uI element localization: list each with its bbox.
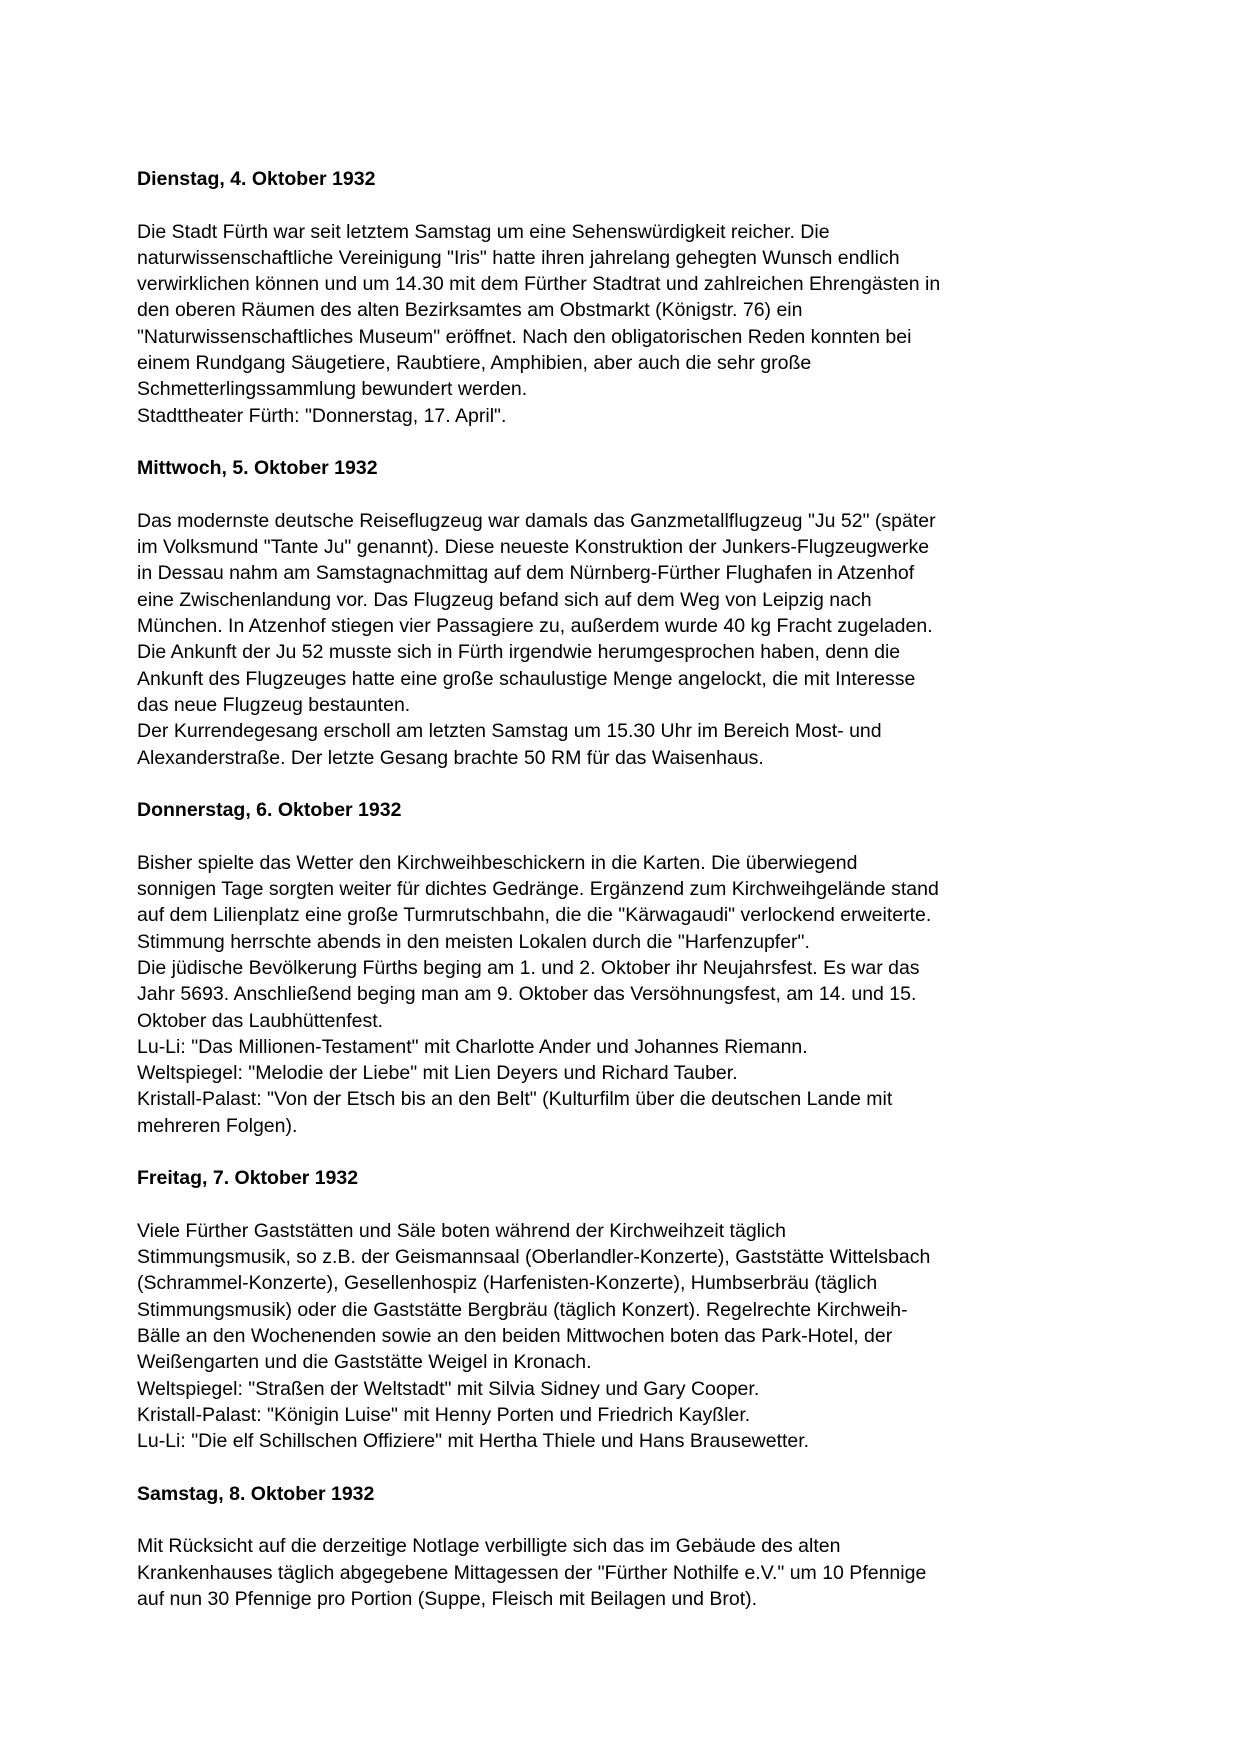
text-line: Mit Rücksicht auf die derzeitige Notlage verbilligte sich das im Gebäude des alten (137, 1535, 841, 1558)
date-section (137, 166, 1137, 429)
date-section (137, 1165, 1137, 1454)
text-line: Die Stadt Fürth war seit letztem Samstag um eine Sehenswürdigkeit reicher. Die (137, 220, 830, 243)
text-line: Viele Fürther Gaststätten und Säle boten während der Kirchweihzeit täglich (137, 1219, 786, 1242)
text-line: Stimmungsmusik, so z.B. der Geismannsaal (Oberlandler-Konzerte), Gaststätte Wittelsbach (137, 1246, 931, 1269)
text-line: Bälle an den Wochenenden sowie an den beiden Mittwochen boten das Park-Hotel, der (137, 1325, 893, 1348)
section-heading: Mittwoch, 5. Oktober 1932 (137, 457, 378, 480)
section-heading: Dienstag, 4. Oktober 1932 (137, 168, 376, 190)
text-line: Bisher spielte das Wetter den Kirchweihbeschickern in die Karten. Die überwiegend (137, 851, 858, 874)
text-line: Weißengarten und die Gaststätte Weigel in Kronach. (137, 1351, 592, 1374)
text-line: einem Rundgang Säugetiere, Raubtiere, Amphibien, aber auch die sehr große (137, 352, 812, 375)
text-line: (Schrammel-Konzerte), Gesellenhospiz (Harfenisten-Konzerte), Humbserbräu (täglich (137, 1272, 878, 1295)
text-line: Jahr 5693. Anschließend beging man am 9. Oktober das Versöhnungsfest, am 14. und 15. (137, 983, 917, 1006)
text-line: Weltspiegel: "Straßen der Weltstadt" mit Silvia Sidney und Gary Cooper. (137, 1377, 760, 1400)
text-line: verwirklichen können und um 14.30 mit dem Fürther Stadtrat und zahlreichen Ehrengästen in (137, 273, 941, 296)
date-section (137, 1481, 1137, 1612)
section-heading: Donnerstag, 6. Oktober 1932 (137, 799, 402, 822)
text-line: Die Ankunft der Ju 52 musste sich in Fürth irgendwie herumgesprochen haben, denn die (137, 641, 901, 664)
date-section (137, 797, 1137, 1139)
section-heading: Samstag, 8. Oktober 1932 (137, 1482, 375, 1505)
text-line: den oberen Räumen des alten Bezirksamtes am Obstmarkt (Königstr. 76) ein (137, 299, 803, 322)
text-line: im Volksmund "Tante Ju" genannt). Diese neueste Konstruktion der Junkers-Flugzeugwerke (137, 536, 930, 559)
text-line: Lu-Li: "Das Millionen-Testament" mit Charlotte Ander und Johannes Riemann. (137, 1035, 808, 1058)
text-line: Stimmungsmusik) oder die Gaststätte Bergbräu (täglich Konzert). Regelrechte Kirchweih- (137, 1298, 908, 1321)
text-line: Stimmung herrschte abends in den meisten Lokalen durch die "Harfenzupfer". (137, 930, 810, 953)
text-line: auf nun 30 Pfennige pro Portion (Suppe, Fleisch mit Beilagen und Brot). (137, 1588, 758, 1611)
document-page (137, 166, 1137, 1639)
text-line: sonnigen Tage sorgten weiter für dichtes Gedränge. Ergänzend zum Kirchweihgelände stand (137, 878, 939, 901)
text-line: in Dessau nahm am Samstagnachmittag auf dem Nürnberg-Fürther Flughafen in Atzenhof (137, 562, 915, 585)
text-line: Die jüdische Bevölkerung Fürths beging am 1. und 2. Oktober ihr Neujahrsfest. Es war das (137, 956, 920, 979)
text-line: Ankunft des Flugzeuges hatte eine große schaulustige Menge angelockt, die mit Interesse (137, 667, 916, 690)
text-line: "Naturwissenschaftliches Museum" eröffnet. Nach den obligatorischen Reden konnten bei (137, 325, 912, 348)
text-line: naturwissenschaftliche Vereinigung "Iris" hatte ihren jahrelang gehegten Wunsch endlich (137, 246, 900, 269)
text-line: eine Zwischenlandung vor. Das Flugzeug befand sich auf dem Weg von Leipzig nach (137, 588, 872, 611)
text-line: das neue Flugzeug bestaunten. (137, 693, 411, 716)
text-line: Stadttheater Fürth: "Donnerstag, 17. April". (137, 404, 507, 427)
text-line: Oktober das Laubhüttenfest. (137, 1009, 384, 1032)
text-line: Der Kurrendegesang erscholl am letzten Samstag um 15.30 Uhr im Bereich Most- und (137, 720, 882, 743)
text-line: Weltspiegel: "Melodie der Liebe" mit Lien Deyers und Richard Tauber. (137, 1062, 738, 1085)
text-line: Kristall-Palast: "Königin Luise" mit Henny Porten und Friedrich Kayßler. (137, 1403, 751, 1426)
text-line: Schmetterlingssammlung bewundert werden. (137, 378, 528, 401)
text-line: mehreren Folgen). (137, 1114, 298, 1137)
text-line: Kristall-Palast: "Von der Etsch bis an den Belt" (Kulturfilm über die deutschen Lande mit (137, 1088, 893, 1111)
text-line: Lu-Li: "Die elf Schillschen Offiziere" mit Hertha Thiele und Hans Brausewetter. (137, 1430, 810, 1453)
text-line: Alexanderstraße. Der letzte Gesang brachte 50 RM für das Waisenhaus. (137, 746, 764, 769)
text-line: auf dem Lilienplatz eine große Turmrutschbahn, die die "Kärwagaudi" verlockend erweiterte. (137, 904, 932, 927)
section-heading: Freitag, 7. Oktober 1932 (137, 1167, 359, 1190)
text-line: Krankenhauses täglich abgegebene Mittagessen der "Fürther Nothilfe e.V." um 10 Pfennige (137, 1561, 927, 1584)
text-line: Das modernste deutsche Reiseflugzeug war damals das Ganzmetallflugzeug "Ju 52" (später (137, 509, 936, 532)
date-section (137, 455, 1137, 771)
text-line: München. In Atzenhof stiegen vier Passagiere zu, außerdem wurde 40 kg Fracht zugeladen. (137, 615, 933, 638)
